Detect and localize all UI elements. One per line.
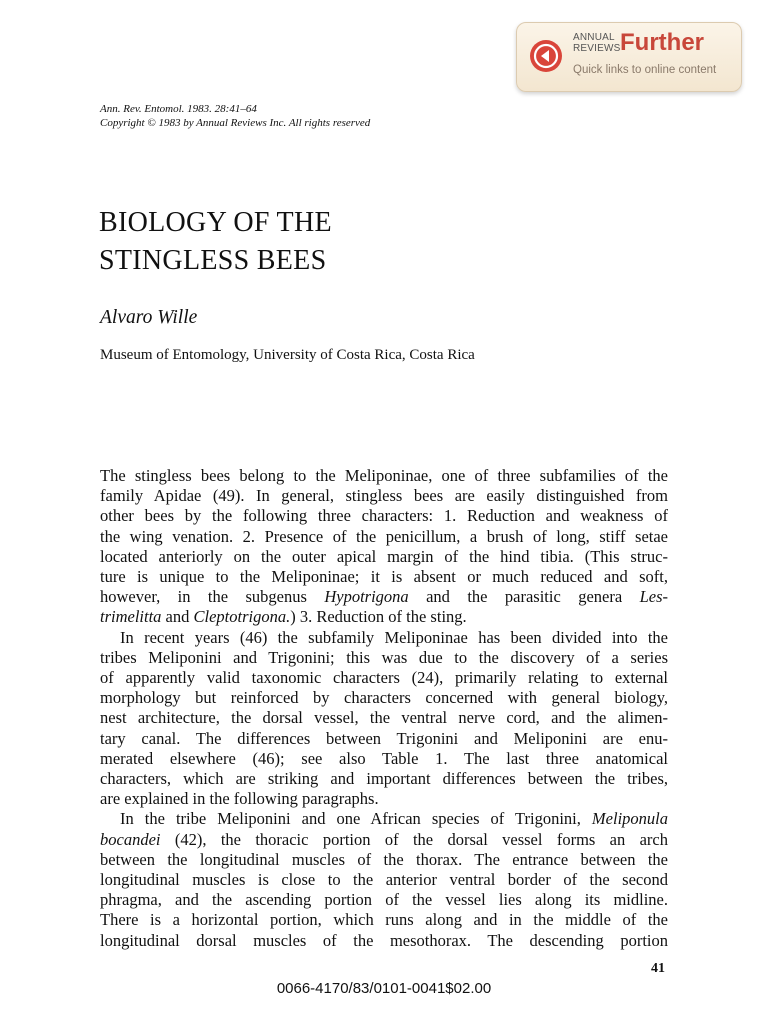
text-run: In the tribe Meliponini and one African species of Trigonini, [120,809,592,829]
species-name: bocandei [100,829,161,849]
citation-journal: Ann. Rev. Entomol. 1983. 28:41–64 [100,103,257,115]
further-label: Further [620,29,704,56]
body-line: the wing venation. 2. Presence of the penicillum, a brush of long, stiff setae [100,526,668,546]
genus-name: Les- [639,587,668,607]
body-line: tribes Meliponini and Trigonini; this was due to the discovery of a series [100,647,668,667]
author-affiliation: Museum of Entomology, University of Costa Rica, Costa Rica [100,347,475,363]
body-line: longitudinal muscles is close to the anterior ventral border of the second [100,870,668,890]
title-line-1: BIOLOGY OF THE [99,207,332,238]
body-line [100,809,668,829]
body-line: between the longitudinal muscles of the thorax. The entrance between the [100,849,668,869]
body-line: of apparently valid taxonomic characters (24), primarily relating to external [100,668,668,688]
text-run: ) 3. Reduction of the sting. [290,607,467,627]
species-name: Meliponula [591,809,668,829]
text-run: (42), the thoracic portion of the dorsal vessel forms an arch [160,829,668,849]
play-back-icon [529,39,563,73]
citation-block [100,102,370,130]
genus-name: trimelitta [100,607,162,627]
author-name: Alvaro Wille [100,307,198,328]
body-line: longitudinal dorsal muscles of the mesothorax. The descending portion [100,930,668,950]
body-line: are explained in the following paragraphs. [100,789,379,809]
body-line: morphology but reinforced by characters concerned with general biology, [100,688,668,708]
body-line: merated elsewhere (46); see also Table 1. The last three anatomical [100,748,668,768]
body-line: nest architecture, the dorsal vessel, the ventral nerve cord, and the alimen- [100,708,668,728]
reviews-label: REVIEWS [573,43,621,54]
text-run: however, in the subgenus [100,587,325,607]
body-line: located anteriorly on the outer apical margin of the hind tibia. (This struc- [100,546,668,566]
citation-copyright: Copyright © 1983 by Annual Reviews Inc. All rights reserved [100,117,371,129]
body-line: In recent years (46) the subfamily Meliponinae has been divided into the [120,627,668,647]
genus-name: Hypotrigona [324,587,409,607]
body-line: ture is unique to the Meliponinae; it is absent or much reduced and soft, [100,567,668,587]
annual-reviews-further-badge[interactable] [516,22,742,92]
body-line: family Apidae (49). In general, stingless bees are easily distinguished from [100,486,668,506]
paragraph-3 [100,809,668,950]
body-line [100,607,668,627]
text-run: and [161,607,194,627]
body-line: characters, which are striking and important differences between the tribes, [100,769,668,789]
further-tagline: Quick links to online content [573,64,717,76]
annual-label: ANNUAL [573,32,615,43]
article-body [100,466,668,951]
body-line: tary canal. The differences between Trigonini and Meliponini are enu- [100,728,668,748]
body-line: There is a horizontal portion, which runs along and in the middle of the [100,910,668,930]
body-line: The stingless bees belong to the Meliponinae, one of three subfamilies of the [100,466,668,485]
page-number: 41 [651,961,665,976]
document-code: 0066-4170/83/0101-0041$02.00 [276,980,492,997]
article-title [99,204,332,280]
paragraph-1 [100,466,668,628]
text-run: and the parasitic genera [408,587,640,607]
paragraph-2 [100,628,668,810]
body-line: other bees by the following three characters: 1. Reduction and weakness of [100,506,668,526]
body-line [100,587,668,607]
title-line-2: STINGLESS BEES [99,245,327,276]
body-line: phragma, and the ascending portion of the vessel lies along its midline. [100,890,668,910]
body-line [100,830,668,850]
genus-name: Cleptotrigona. [193,607,291,627]
